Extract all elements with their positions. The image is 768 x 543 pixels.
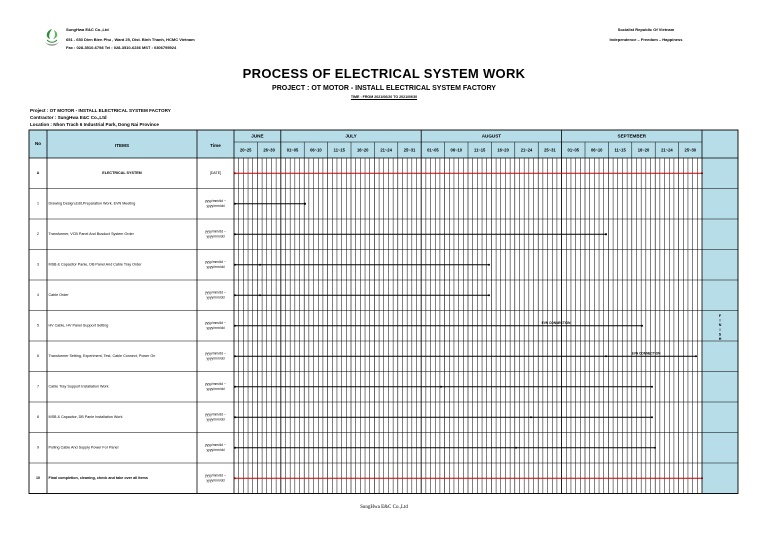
project-label: Project : OT MOTOR - INSTALL ELECTRICAL SYSTEM FACTORY (30, 108, 171, 113)
row-number: 10 (36, 476, 40, 481)
bar-milestone-dot (440, 386, 442, 388)
col-items-header: ITEMS (114, 143, 130, 149)
bar-end-dot (641, 325, 643, 327)
finish-letter: I (719, 327, 721, 332)
finish-letter: F (718, 313, 722, 318)
row-time-start: yyyy/mm/dd ~ (204, 199, 227, 204)
col-time-header: Time (210, 143, 221, 149)
bar-end-dot (488, 294, 490, 296)
row-number: A (36, 171, 40, 176)
row-number: 2 (37, 232, 39, 237)
finish-letter: S (718, 332, 722, 337)
period-header: 25~31 (544, 147, 556, 153)
row-number: 4 (37, 293, 39, 298)
period-header: 01~05 (427, 147, 439, 153)
month-header: AUGUST (481, 133, 502, 139)
row-time-end: yyyy/mm/dd (206, 448, 225, 453)
row-time-end: yyyy/mm/dd (206, 356, 225, 361)
row-time-start: yyyy/mm/dd ~ (204, 382, 227, 387)
month-header: JUNE (251, 133, 264, 139)
row-number: 7 (37, 384, 39, 389)
period-header: 16~20 (356, 147, 369, 153)
row-time-start: yyyy/mm/dd ~ (204, 321, 227, 326)
country-name: Socialist Republic Of Vietnam (617, 27, 675, 32)
row-time-end: yyyy/mm/dd (206, 417, 225, 422)
period-header: 06~10 (450, 147, 463, 153)
time-range: TIME : FROM 2021/06/20 TO 2021/09/30 (350, 95, 418, 99)
finish-letter: N (718, 323, 722, 328)
row-time-start: yyyy/mm/dd ~ (204, 351, 227, 356)
col-no-header: No (34, 141, 42, 147)
row-time-end: yyyy/mm/dd (206, 326, 225, 331)
country-motto: Independence – Freedom – Happiness (609, 37, 683, 42)
period-header: 01~05 (286, 147, 299, 153)
row-number: 3 (37, 262, 39, 267)
month-header: JULY (345, 133, 357, 139)
row-number: 9 (37, 445, 39, 450)
company-address: 651 - 653 Dien Bien Phu , Ward 25, Dist. Binh Thanh, HCMC Vietnam (66, 37, 195, 42)
period-header: 20~25 (239, 147, 252, 153)
row-time-start: yyyy/mm/dd ~ (204, 412, 227, 417)
contractor-label: Contractor : SungHwa E&C Co.,Ltd (30, 115, 107, 120)
row-time: [DATE] (209, 171, 222, 176)
company-name: SungHwa E&C Co.,Ltd (66, 27, 109, 32)
period-header: 11~15 (614, 147, 626, 153)
row-number: 6 (37, 354, 39, 359)
row-number: 5 (37, 323, 39, 328)
company-contact: Fax : 028-3510-6798 Tel : 028-3510-6236 MST : 0306795924 (66, 45, 177, 50)
period-header: 16~20 (497, 147, 509, 153)
row-item-label: Transformer Setting, Experiment, Test, Cable Connect, Power On (48, 354, 156, 359)
bar-note: EVN CONNECTION (631, 351, 661, 356)
row-time-end: yyyy/mm/dd (206, 265, 225, 270)
row-time-end: yyyy/mm/dd (206, 295, 225, 300)
row-time-start: yyyy/mm/dd ~ (204, 229, 227, 234)
row-item-label: ELECTRICAL SYSTEM (102, 171, 142, 176)
period-header: 21~24 (520, 147, 533, 153)
row-item-label: Cable Order (48, 293, 69, 298)
finish-letter: H (718, 336, 722, 341)
period-header: 25~30 (684, 147, 697, 153)
row-item-label: MSB & Capacitor, DB Panle Installation Work (48, 415, 123, 420)
row-time-start: yyyy/mm/dd ~ (204, 290, 227, 295)
bar-milestone-dot (304, 203, 306, 205)
bar-note: EVN CONNECTION (541, 320, 571, 325)
location-label: Location : Nhon Trach 6 Industrial Park, Dong Nai Province (30, 122, 159, 127)
row-time-end: yyyy/mm/dd (206, 234, 225, 239)
period-header: 01~05 (567, 147, 580, 153)
bar-end-dot (654, 447, 656, 449)
bar-end-dot (695, 355, 697, 357)
row-time-start: yyyy/mm/dd ~ (204, 473, 227, 478)
row-time-end: yyyy/mm/dd (206, 478, 225, 483)
row-item-label: Transformer, VCB Panel And Busduct System Order (48, 232, 134, 237)
period-header: 06~10 (590, 147, 603, 153)
row-number: 1 (37, 201, 39, 206)
period-header: 26~30 (263, 147, 275, 153)
bar-milestone-dot (605, 355, 607, 357)
period-header: 25~31 (403, 147, 416, 153)
month-header: SEPTEMBER (617, 133, 647, 139)
finish-letter: I (719, 318, 721, 323)
row-item-label: MSB & Capacitor Panle, DB Panel And Cable Tray Order (48, 262, 142, 267)
bar-end-dot (488, 264, 490, 266)
row-item-label: Pulling Cable And Supply Power For Panel (48, 445, 119, 450)
row-time-end: yyyy/mm/dd (206, 387, 225, 392)
row-item-label: Cable Tray Support Installation Work (48, 384, 109, 389)
page-subtitle: PROJECT : OT MOTOR - INSTALL ELECTRICAL SYSTEM FACTORY (272, 85, 496, 92)
footer-text: SungHwa E&C Co.,Ltd (360, 505, 408, 510)
period-header: 21~24 (380, 147, 392, 153)
bar-end-dot (651, 386, 653, 388)
row-item-label: HV Cable, HV Panel Support Setting (48, 323, 109, 328)
bar-milestone-dot (515, 447, 517, 449)
page-title: PROCESS OF ELECTRICAL SYSTEM WORK (242, 66, 526, 81)
bar-end-dot (651, 416, 653, 418)
row-time-start: yyyy/mm/dd ~ (204, 260, 227, 265)
row-item-label: Final completion, cleaning, check and take over all items (48, 476, 148, 481)
row-item-label: Drawing Design,Edit,Preparation Work, EVN Meeting (48, 201, 136, 206)
bar-milestone-dot (530, 416, 532, 418)
row-number: 8 (37, 415, 39, 420)
bar-milestone-dot (259, 294, 261, 296)
bar-milestone-dot (259, 264, 261, 266)
period-header: 16~20 (637, 147, 650, 153)
period-header: 06~10 (310, 147, 322, 153)
period-header: 11~15 (333, 147, 345, 153)
bar-milestone-dot (605, 233, 607, 235)
period-header: 21~24 (661, 147, 673, 153)
row-time-start: yyyy/mm/dd ~ (204, 443, 227, 448)
row-time-end: yyyy/mm/dd (206, 204, 225, 209)
period-header: 11~15 (474, 147, 486, 153)
